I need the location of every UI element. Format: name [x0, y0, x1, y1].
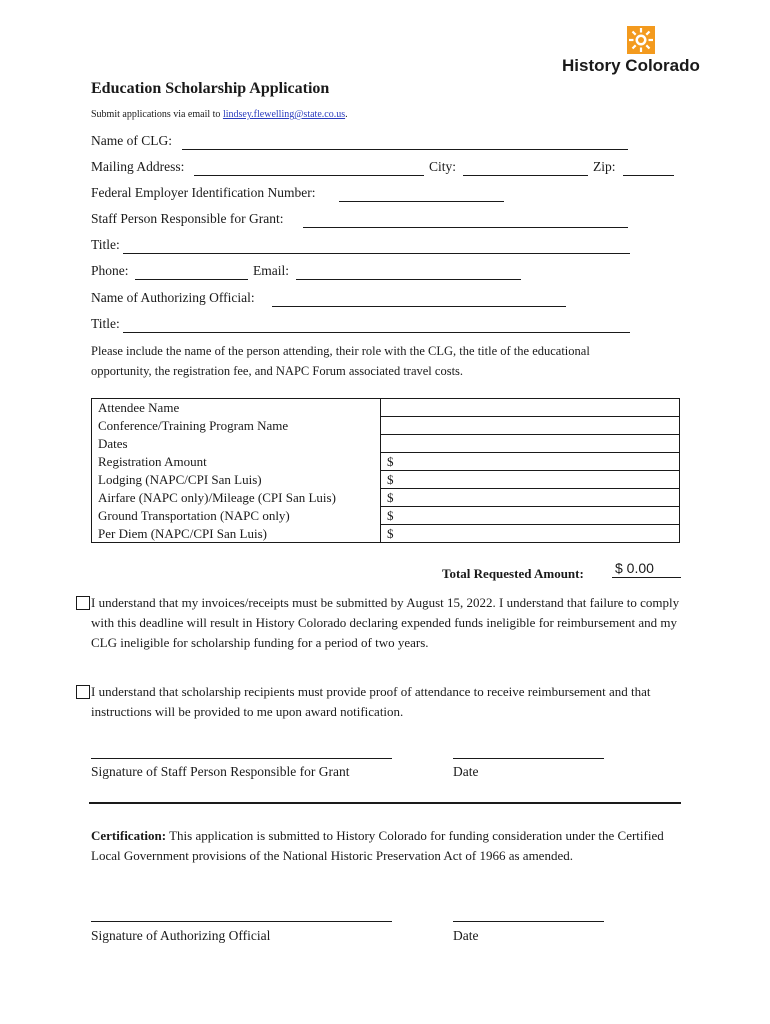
staff-person-label: Staff Person Responsible for Grant:	[91, 211, 284, 226]
form-title: Education Scholarship Application	[91, 80, 330, 97]
cost-table	[91, 398, 680, 543]
staff-title-field[interactable]	[123, 253, 630, 254]
cost-row-value-field[interactable]: $	[381, 525, 680, 543]
city-label: City:	[429, 159, 457, 174]
cost-instructions: Please include the name of the person attending, their role with the CLG, the title of the educational opportunity, the registration fee, and NAPC Forum associated travel costs.	[91, 344, 590, 378]
certification-statement	[91, 826, 681, 866]
cost-table-row	[92, 525, 680, 543]
cost-row-value-field[interactable]: $	[381, 471, 680, 489]
phone-label: Phone:	[91, 263, 129, 278]
certification-heading: Certification:	[91, 828, 167, 843]
cost-row-value-field[interactable]: $	[381, 453, 680, 471]
official-date-line[interactable]	[453, 921, 604, 922]
clg-name-label: Name of CLG:	[91, 133, 172, 148]
cost-table-row	[92, 489, 680, 507]
cost-table-row	[92, 399, 680, 417]
email-label: Email:	[253, 263, 289, 278]
staff-title-label: Title:	[91, 237, 120, 252]
cost-row-value-field[interactable]	[381, 399, 680, 417]
official-signature-line[interactable]	[91, 921, 392, 922]
cost-table-row	[92, 453, 680, 471]
authorizing-official-label: Name of Authorizing Official:	[91, 290, 255, 305]
fein-field[interactable]	[339, 201, 504, 202]
staff-date-label: Date	[453, 764, 479, 779]
submit-prefix: Submit applications via email to	[91, 109, 223, 120]
history-colorado-logo	[560, 26, 725, 76]
cost-row-label: Conference/Training Program Name	[92, 417, 381, 435]
cost-table-row	[92, 507, 680, 525]
official-date-label: Date	[453, 928, 479, 943]
cost-row-value-field[interactable]	[381, 435, 680, 453]
cost-row-label: Ground Transportation (NAPC only)	[92, 507, 381, 525]
mailing-address-field[interactable]	[194, 175, 424, 176]
submit-email-link[interactable]: lindsey.flewelling@state.co.us	[222, 109, 346, 120]
cost-table-row	[92, 417, 680, 435]
email-field[interactable]	[296, 279, 521, 280]
staff-person-field[interactable]	[303, 227, 628, 228]
phone-field[interactable]	[135, 279, 248, 280]
deadline-acknowledgement: I understand that my invoices/receipts must be submitted by August 15, 2022. I understand that failure to comply with this deadline will result in History Colorado declaring expended funds ineligible for reimbursement and my CLG ineligible for scholarship funding for a period of two years.	[91, 595, 680, 650]
submit-instructions	[91, 109, 348, 120]
attendance-acknowledgement: I understand that scholarship recipients must provide proof of attendance to receive reimbursement and that instructions will be provided to me upon award notification.	[91, 684, 651, 719]
fein-label: Federal Employer Identification Number:	[91, 185, 316, 200]
official-title-label: Title:	[91, 316, 120, 331]
cost-row-value-field[interactable]: $	[381, 507, 680, 525]
certification-text: This application is submitted to History Colorado for funding consideration under the Certified Local Government provisions of the National Historic Preservation Act of 1966 as amended.	[91, 828, 664, 863]
staff-signature-label: Signature of Staff Person Responsible for Grant	[91, 764, 350, 779]
submit-suffix: .	[345, 109, 348, 120]
deadline-checkbox[interactable]	[76, 596, 90, 610]
mailing-address-label: Mailing Address:	[91, 159, 185, 174]
official-title-field[interactable]	[123, 332, 630, 333]
cost-row-label: Registration Amount	[92, 453, 381, 471]
official-signature-label: Signature of Authorizing Official	[91, 928, 271, 943]
staff-signature-line[interactable]	[91, 758, 392, 759]
cost-row-label: Airfare (NAPC only)/Mileage (CPI San Luis)	[92, 489, 381, 507]
cost-table-row	[92, 435, 680, 453]
cost-row-label: Per Diem (NAPC/CPI San Luis)	[92, 525, 381, 543]
section-divider	[89, 802, 681, 804]
zip-field[interactable]	[623, 175, 674, 176]
cost-row-value-field[interactable]: $	[381, 489, 680, 507]
city-field[interactable]	[463, 175, 588, 176]
cost-row-label: Lodging (NAPC/CPI San Luis)	[92, 471, 381, 489]
cost-table-row	[92, 471, 680, 489]
cost-row-label: Attendee Name	[92, 399, 381, 417]
authorizing-official-field[interactable]	[272, 306, 566, 307]
zip-label: Zip:	[593, 159, 616, 174]
clg-name-field[interactable]	[182, 149, 628, 150]
cost-row-value-field[interactable]	[381, 417, 680, 435]
total-amount-field[interactable]: $ 0.00	[612, 560, 681, 578]
sun-logo-icon	[627, 26, 655, 54]
cost-row-label: Dates	[92, 435, 381, 453]
staff-date-line[interactable]	[453, 758, 604, 759]
total-label: Total Requested Amount:	[442, 566, 584, 581]
brand-name: History Colorado	[562, 56, 700, 75]
attendance-checkbox[interactable]	[76, 685, 90, 699]
